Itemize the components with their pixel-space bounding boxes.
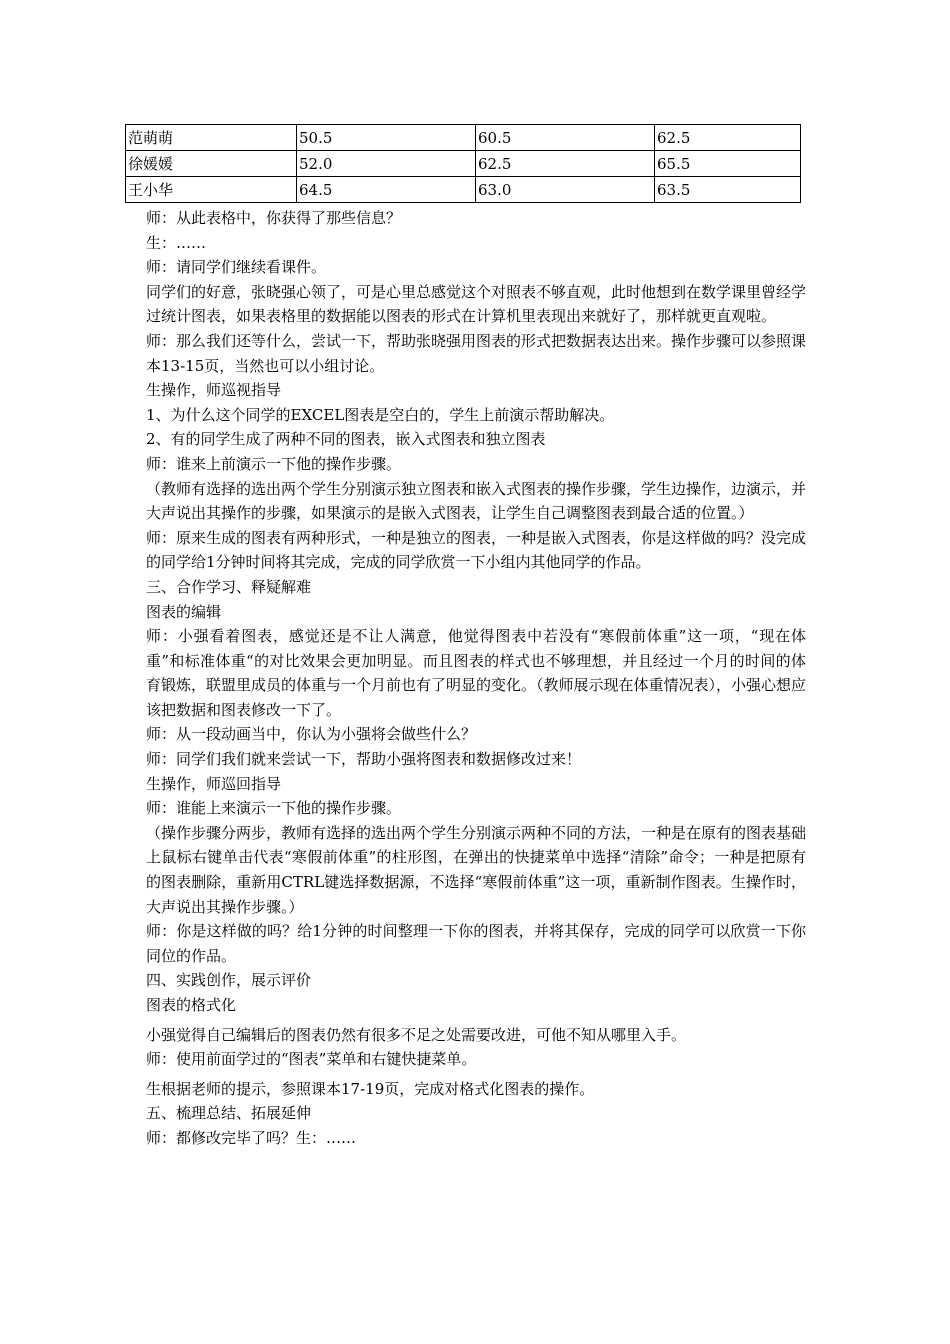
- paragraph: 师：从此表格中，你获得了那些信息？: [146, 209, 402, 227]
- table-cell-value: 63.5: [655, 177, 801, 203]
- subsection-heading: 图表的编辑: [146, 602, 222, 621]
- paragraph: 师：都修改完毕了吗？生：……: [146, 1128, 357, 1147]
- paragraph: 生根据老师的提示，参照课本17-19页，完成对格式化图表的操作。: [146, 1079, 595, 1098]
- paragraph: 师：谁能上来演示一下他的操作步骤。: [146, 799, 402, 818]
- paragraph: （操作步骤分两步，教师有选择的选出两个学生分别演示两种不同的方法，一种是在原有的图表基础上鼠标右键单击代表“寒假前体重”的柱形图，在弹出的快捷菜单中选择“清除”命令；一种是把原有的图表删除，重新用CTRL键选择数据源，不选择“寒假前体重”这一项，重新制作图表。生操作时，大声说出其操作步骤。）: [146, 823, 807, 916]
- table-cell-name: 徐媛媛: [126, 151, 297, 177]
- section-heading: 三、合作学习、释疑解难: [146, 577, 312, 596]
- paragraph: 师：你是这样做的吗？给1分钟的时间整理一下你的图表，并将其保存，完成的同学可以欣赏一下你同位的作品。: [146, 922, 806, 965]
- paragraph: 同学们的好意，张晓强心领了，可是心里总感觉这个对照表不够直观，此时他想到在数学课里曾经学过统计图表，如果表格里的数据能以图表的形式在计算机里表现出来就好了，那样就更直观啦。: [146, 282, 807, 326]
- lesson-text: [146, 206, 806, 1151]
- paragraph: 师：同学们我们就来尝试一下，帮助小强将图表和数据修改过来！: [146, 750, 582, 769]
- table-cell-value: 52.0: [297, 151, 476, 177]
- paragraph: 生操作，师巡视指导: [146, 381, 282, 400]
- weight-table: [125, 124, 801, 203]
- paragraph: （教师有选择的选出两个学生分别演示独立图表和嵌入式图表的操作步骤，学生边操作，边演示，并大声说出其操作的步骤，如果演示的是嵌入式图表，让学生自己调整图表到最合适的位置。）: [146, 479, 807, 523]
- paragraph: 师：那么我们还等什么，尝试一下，帮助张晓强用图表的形式把数据表达出来。操作步骤可以参照课本13-15页，当然也可以小组讨论。: [146, 331, 807, 375]
- subsection-heading: 图表的格式化: [146, 996, 237, 1014]
- table-cell-value: 65.5: [655, 151, 801, 177]
- section-heading: 四、实践创作，展示评价: [146, 971, 312, 990]
- table-cell-value: 62.5: [476, 151, 655, 177]
- paragraph: 师：使用前面学过的“图表”菜单和右键快捷菜单。: [146, 1050, 477, 1069]
- section-heading: 五、梳理总结、拓展延伸: [146, 1104, 312, 1123]
- paragraph: 1、为什么这个同学的EXCEL图表是空白的，学生上前演示帮助解决。: [146, 405, 615, 424]
- table-cell-value: 50.5: [297, 125, 476, 151]
- table-cell-value: 62.5: [655, 125, 801, 151]
- paragraph: 师：从一段动画当中，你认为小强将会做些什么？: [146, 725, 477, 744]
- paragraph: 师：原来生成的图表有两种形式，一种是独立的图表，一种是嵌入式图表，你是这样做的吗？没完成的同学给1分钟时间将其完成，完成的同学欣赏一下小组内其他同学的作品。: [146, 528, 807, 572]
- table-row: [126, 177, 801, 203]
- paragraph: 生：……: [146, 233, 207, 252]
- table-cell-name: 范萌萌: [126, 125, 297, 151]
- table-cell-value: 60.5: [476, 125, 655, 151]
- table-cell-value: 64.5: [297, 177, 476, 203]
- paragraph: 师：小强看着图表，感觉还是不让人满意，他觉得图表中若没有“寒假前体重”这一项，“现在体重”和标准体重“的对比效果会更加明显。而且图表的样式也不够理想，并且经过一个月的时间的体育锻炼，联盟里成员的体重与一个月前也有了明显的变化。（教师展示现在体重情况表），小强心想应该把数据和图表修改一下了。: [146, 627, 807, 719]
- paragraph: 师：谁来上前演示一下他的操作步骤。: [146, 454, 402, 473]
- table-cell-name: 王小华: [126, 177, 297, 203]
- table-row: [126, 151, 801, 177]
- table-cell-value: 63.0: [476, 177, 655, 203]
- paragraph: 小强觉得自己编辑后的图表仍然有很多不足之处需要改进，可他不知从哪里入手。: [146, 1025, 687, 1044]
- paragraph: 2、有的同学生成了两种不同的图表，嵌入式图表和独立图表: [146, 430, 546, 449]
- table-row: [126, 125, 801, 151]
- paragraph: 生操作，师巡回指导: [146, 774, 282, 793]
- paragraph: 师：请同学们继续看课件。: [146, 258, 327, 277]
